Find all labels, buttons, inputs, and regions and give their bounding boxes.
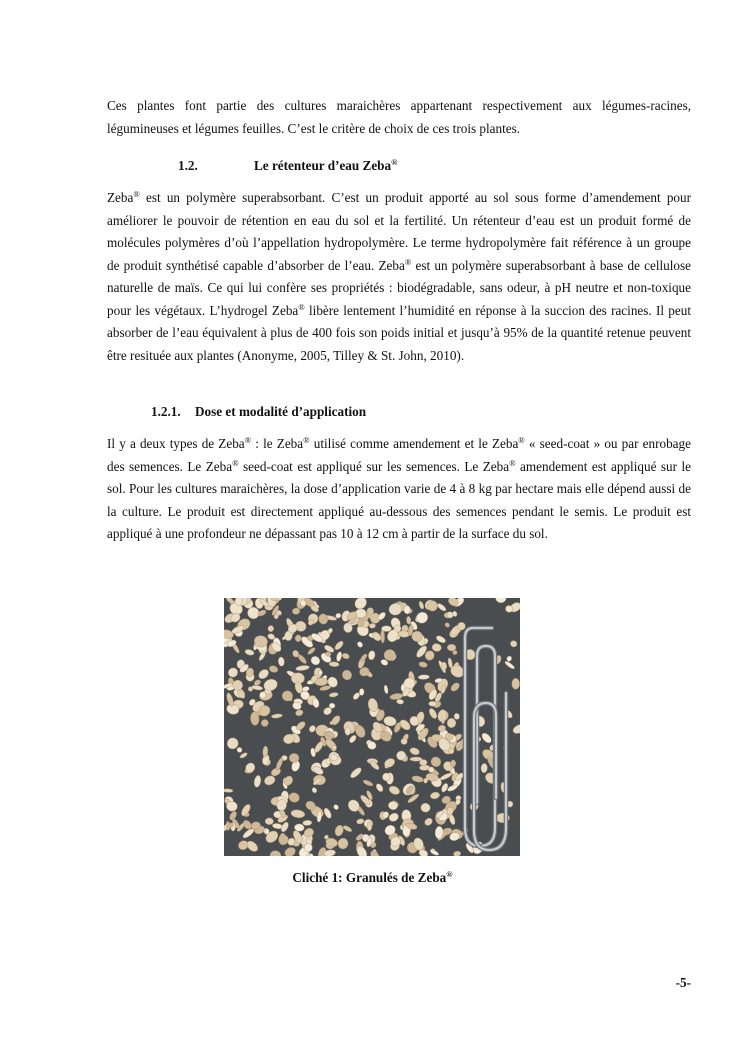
- intro-paragraph: Ces plantes font partie des cultures maraichères appartenant respectivement aux légumes-racines, légumineuses et légumes feuilles. C’est le critère de choix de ces trois plantes.: [107, 98, 691, 136]
- granule: [380, 630, 384, 643]
- granule: [303, 820, 313, 826]
- section-heading-1-2: [178, 158, 397, 174]
- application-paragraph: Il y a deux types de Zeba® : le Zeba® utilisé comme amendement et le Zeba® « seed-coat » ou par enrobage des semences. Le Zeba® seed-coat est appliqué sur les semences. Le Zeba® amendement est appliqué sur le sol. Pour les cultures maraichères, la dose d’application varie de 4 à 8 kg par hectare mais elle dépend aussi de la culture. Le produit est directement appliqué au-dessous des semences pendant le semis. Le produit est appliqué à une profondeur ne dépassant pas 10 à 12 cm à partir de la surface du sol.: [107, 435, 692, 541]
- subsection-number: 1.2.1.: [151, 404, 181, 419]
- section-number: 1.2.: [178, 158, 198, 173]
- granule: [428, 701, 436, 707]
- granule: [289, 753, 299, 762]
- granule: [369, 623, 376, 628]
- granule: [261, 719, 269, 727]
- granule: [481, 763, 488, 773]
- granule: [441, 662, 447, 670]
- subsection-title: Dose et modalité d’application: [195, 404, 367, 419]
- registered-mark: ®: [391, 157, 398, 167]
- granule: [292, 608, 300, 615]
- granule: [295, 635, 302, 642]
- granule: [419, 759, 427, 766]
- granule: [450, 760, 456, 768]
- figure-caption: Cliché 1: Granulés de Zeba®: [292, 869, 453, 885]
- section-heading-1-2-1: [151, 404, 366, 420]
- granule: [329, 703, 335, 709]
- granule: [381, 626, 391, 632]
- granule: [418, 675, 429, 680]
- granule: [359, 688, 364, 695]
- section-title: Le rétenteur d’eau Zeba: [254, 158, 392, 173]
- granule: [367, 821, 372, 830]
- zeba-granules-photo: [224, 598, 520, 856]
- granule: [512, 678, 520, 689]
- granules-image: [224, 598, 520, 856]
- granule: [345, 727, 351, 736]
- granule: [401, 738, 408, 744]
- page-number: -5-: [675, 975, 691, 990]
- zeba-description-paragraph: Zeba® est un polymère superabsorbant. C’est un produit apporté au sol sous forme d’amendement pour améliorer le pouvoir de rétention en eau du sol et la fertilité. Un rétenteur d’eau est un produit formé de molécules polymères d’où l’appellation hydropolymère. Le terme hydropolymère fait référence à un groupe de produit synthétisé capable d’absorber de l’eau. Zeba® est un polymère superabsorbant à base de cellulose naturelle de maïs. Ce qui lui confère ses propriétés : biodégradable, sans odeur, à pH neutre et non-toxique pour les végétaux. L’hydrogel Zeba® libère lentement l’humidité en réponse à la succion des racines. Il peut absorber de l’eau équivalent à plus de 400 fois son poids initial et jusqu’à 95% de la quantité retenue peuvent être resituée aux plantes (Anonyme, 2005, Tilley & St. John, 2010).: [107, 189, 692, 363]
- granule: [404, 606, 411, 615]
